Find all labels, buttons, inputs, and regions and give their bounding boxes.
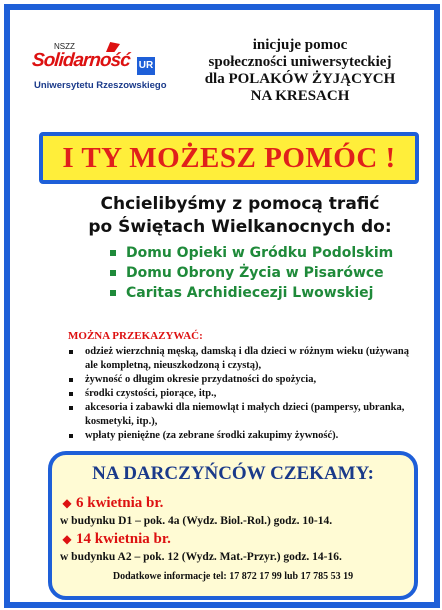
list-item: wpłaty pieniężne (za zebrane środki zakupimy żywność). xyxy=(65,429,410,443)
list-item: akcesoria i zabawki dla niemowląt i małych dzieci (pampersy, ubranka, kosmetyki, itp.), xyxy=(65,401,410,429)
header-line: dla POLAKÓW ŻYJĄCYCH xyxy=(204,71,396,87)
list-item: Domu Opieki w Gródku Podolskim xyxy=(110,243,430,263)
donations-list xyxy=(65,345,410,443)
contact-info: Dodatkowe informacje tel: 17 872 17 99 lub 17 785 53 19 xyxy=(112,571,354,582)
poster xyxy=(4,4,440,608)
bullet-icon xyxy=(110,290,116,296)
bullet-icon xyxy=(110,270,116,276)
bullet-icon xyxy=(69,378,73,382)
location-2: w budynku A2 – pok. 12 (Wydz. Mat.-Przyr.) godz. 14-16. xyxy=(60,551,342,563)
donors-box xyxy=(48,451,418,600)
header-line: NA KRESACH xyxy=(250,88,350,104)
university-badge-icon: UR xyxy=(137,57,155,75)
list-item: żywność o długim okresie przydatności do spożycia, xyxy=(65,373,410,387)
donors-title: NA DARCZYŃCÓW CZEKAMY: xyxy=(92,463,374,484)
header-text xyxy=(190,37,410,105)
lead-line: Chcielibyśmy z pomocą trafić xyxy=(100,194,380,214)
date-1: ◆ 6 kwietnia br. xyxy=(62,495,164,511)
solidarnosc-logo xyxy=(32,42,182,102)
bullet-icon xyxy=(110,250,116,256)
diamond-icon: ◆ xyxy=(62,532,72,546)
location-1: w budynku D1 – pok. 4a (Wydz. Biol.-Rol.) godz. 10-14. xyxy=(60,515,333,527)
date-2: ◆ 14 kwietnia br. xyxy=(62,531,171,547)
list-item: Domu Obrony Życia w Pisarówce xyxy=(110,263,430,283)
list-item: Caritas Archidiecezji Lwowskiej xyxy=(110,283,430,303)
bullet-icon xyxy=(69,392,73,396)
bullet-icon xyxy=(69,350,73,354)
list-item: odzież wierzchnią męską, damską i dla dzieci w różnym wieku (używaną ale kompletną, nieuszkodzoną i czystą), xyxy=(65,345,410,373)
bullet-icon xyxy=(69,434,73,438)
places-list xyxy=(110,243,430,303)
logo-nszz: NSZZ xyxy=(54,42,75,51)
logo-solidarnosc: Solidarność xyxy=(31,50,131,71)
bullet-icon xyxy=(69,406,73,410)
list-item: środki czystości, piorące, itp., xyxy=(65,387,410,401)
banner-text: I TY MOŻESZ POMÓC ! xyxy=(62,142,396,174)
donations-title: MOŻNA PRZEKAZYWAĆ: xyxy=(68,330,203,342)
header-line: inicjuje pomoc xyxy=(252,37,348,53)
header-line: społeczności uniwersyteckiej xyxy=(208,54,392,70)
logo-university: Uniwersytetu Rzeszowskiego xyxy=(34,80,167,91)
lead-text xyxy=(50,193,430,239)
lead-line: po Świętach Wielkanocnych do: xyxy=(88,217,392,237)
diamond-icon: ◆ xyxy=(62,496,72,510)
title-banner xyxy=(39,132,419,184)
